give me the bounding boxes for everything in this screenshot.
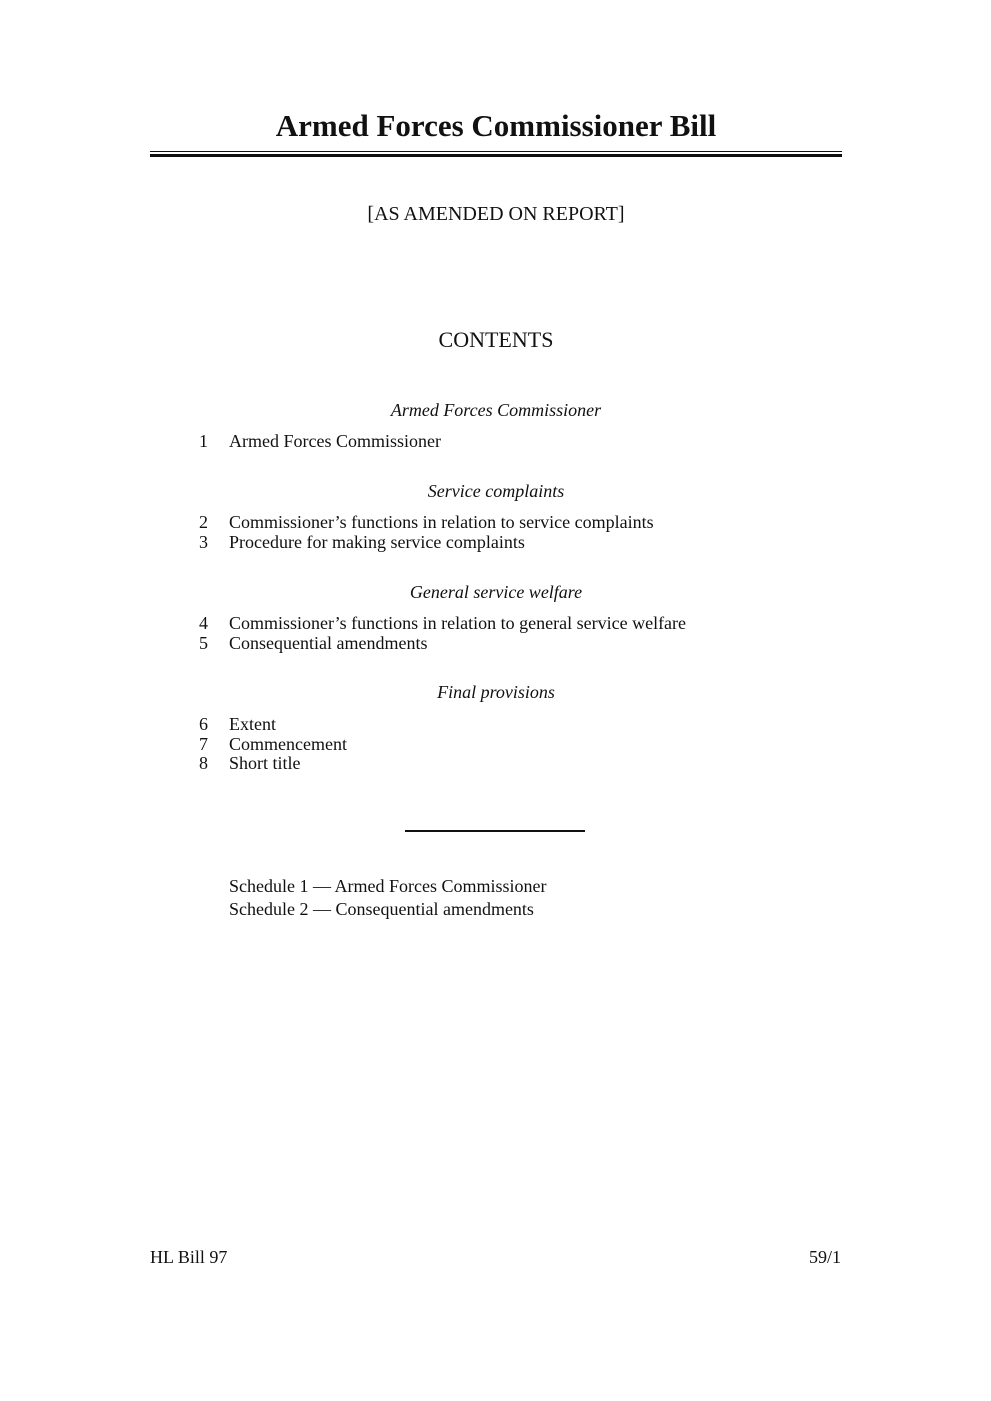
contents-entry[interactable] xyxy=(199,633,427,654)
entry-text: Short title xyxy=(229,753,301,773)
bill-title: Armed Forces Commissioner Bill xyxy=(275,108,717,143)
entry-number: 1 xyxy=(199,431,208,451)
contents-entry[interactable] xyxy=(199,753,301,774)
group-heading: Final provisions xyxy=(437,682,555,702)
contents-heading: CONTENTS xyxy=(438,327,554,352)
title-rule-thick xyxy=(150,154,842,157)
contents-entry[interactable] xyxy=(199,532,525,553)
entry-text: Extent xyxy=(229,714,276,734)
entry-text: Consequential amendments xyxy=(229,633,428,653)
group-heading: General service welfare xyxy=(409,582,583,602)
title-rule-thin xyxy=(150,151,842,152)
entry-text: Armed Forces Commissioner xyxy=(229,431,441,451)
schedule-entry[interactable]: Schedule 1 — Armed Forces Commissioner xyxy=(229,876,547,896)
entry-number: 6 xyxy=(199,714,208,734)
entry-text: Commissioner’s functions in relation to service complaints xyxy=(229,512,654,532)
contents-entry[interactable] xyxy=(199,512,654,533)
entry-number: 7 xyxy=(199,734,208,754)
section-divider xyxy=(405,830,585,832)
group-heading: Armed Forces Commissioner xyxy=(390,400,602,420)
entry-number: 8 xyxy=(199,753,208,773)
bill-print-reference: 59/1 xyxy=(808,1247,841,1267)
entry-number: 3 xyxy=(199,532,208,552)
contents-entry[interactable] xyxy=(199,613,686,634)
entry-number: 5 xyxy=(199,633,208,653)
entry-text: Commissioner’s functions in relation to general service welfare xyxy=(229,613,687,633)
contents-entry[interactable] xyxy=(199,714,276,735)
bill-number: HL Bill 97 xyxy=(150,1247,228,1267)
entry-text: Procedure for making service complaints xyxy=(229,532,525,552)
contents-entry[interactable] xyxy=(199,734,347,755)
entry-text: Commencement xyxy=(229,734,347,754)
entry-number: 4 xyxy=(199,613,208,633)
entry-number: 2 xyxy=(199,512,208,532)
amendment-status: [AS AMENDED ON REPORT] xyxy=(367,203,625,225)
schedule-entry[interactable]: Schedule 2 — Consequential amendments xyxy=(229,899,534,919)
contents-entry[interactable] xyxy=(199,431,441,452)
group-heading: Service complaints xyxy=(427,481,565,501)
